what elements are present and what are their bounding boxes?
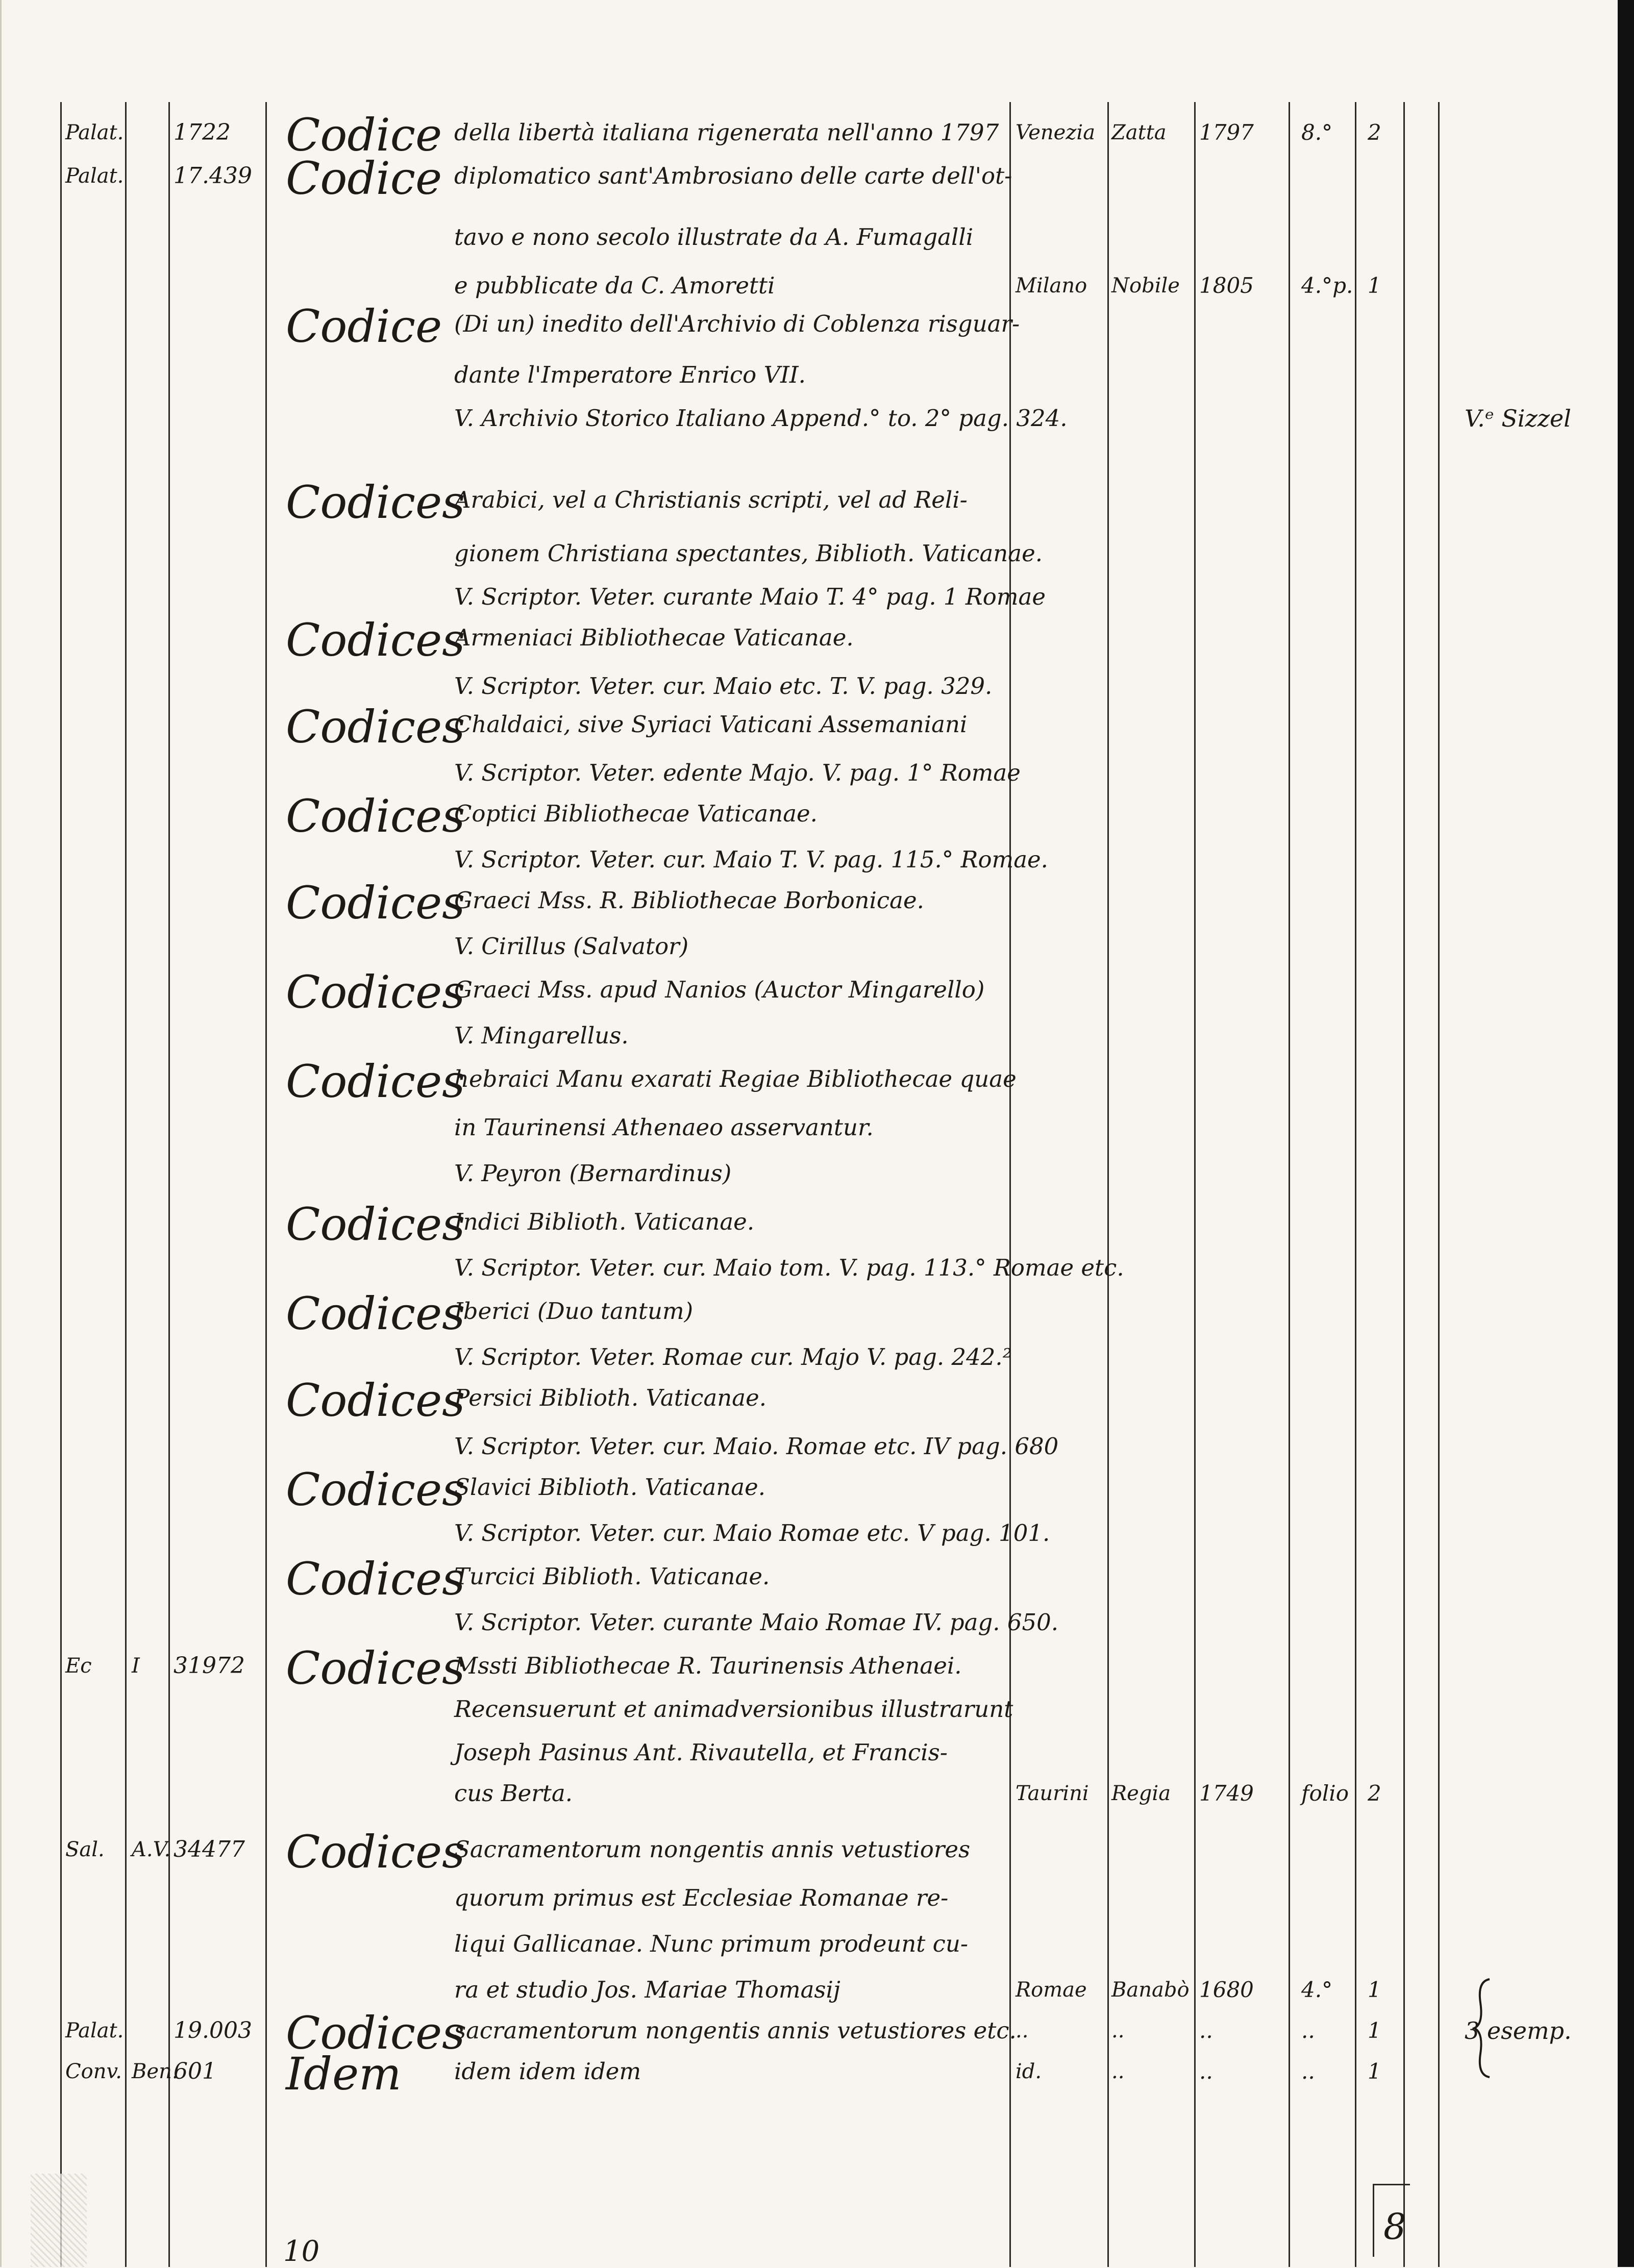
row-title: V. Scriptor. Veter. cur. Maio Romae etc. V pag. 101. [454, 1519, 1050, 1547]
row-title: della libertà italiana rigenerata nell'anno 1797 [454, 119, 999, 146]
row-title: V. Archivio Storico Italiano Append.° to. 2° pag. 324. [454, 405, 1068, 432]
table-row [0, 2049, 1634, 2100]
row-publisher: Banabò [1111, 1978, 1190, 2002]
row-publisher: Zatta [1111, 121, 1167, 144]
row-shelf: I [132, 1654, 140, 1678]
table-row [0, 702, 1634, 753]
row-shelf: A.V. [132, 1838, 171, 1861]
row-title: V. Scriptor. Veter. cur. Maio tom. V. pag. 113.° Romae etc. [454, 1254, 1124, 1281]
row-format: .. [1301, 2018, 1315, 2043]
table-row [0, 791, 1634, 842]
table-row [0, 1375, 1634, 1426]
row-publisher: .. [1111, 2060, 1125, 2083]
row-title: ra et studio Jos. Mariae Thomasij [454, 1976, 840, 2003]
row-abbreviation: Palat. [65, 2019, 124, 2042]
row-format: .. [1301, 2059, 1315, 2084]
row-title: V. Scriptor. Veter. cur. Maio etc. T. V. pag. 329. [454, 672, 993, 700]
row-title: Indici Biblioth. Vaticanae. [454, 1208, 755, 1235]
row-title: Coptici Bibliothecae Vaticanae. [454, 800, 818, 827]
row-place: Taurini [1016, 1782, 1089, 1805]
row-format: folio [1301, 1781, 1349, 1806]
table-row [0, 1199, 1634, 1250]
table-row [0, 878, 1634, 929]
row-title: Arabici, vel a Christianis scripti, vel ad Reli- [454, 486, 968, 513]
row-abbreviation: Conv. [65, 2060, 122, 2083]
row-heading: Codice [286, 109, 442, 161]
row-title: Slavici Biblioth. Vaticanae. [454, 1474, 766, 1501]
row-heading: Codices [286, 476, 465, 529]
row-title: sacramentorum nongentis annis vetustiores etc. [454, 2017, 1017, 2044]
table-row [0, 301, 1634, 352]
row-heading: Codices [286, 1287, 465, 1340]
table-row [0, 214, 1634, 265]
row-title: quorum primus est Ecclesiae Romanae re- [454, 1884, 949, 1911]
table-row [0, 1921, 1634, 1972]
row-title: (Di un) inedito dell'Archivio di Coblenza risguar- [454, 310, 1020, 337]
row-place: Venezia [1016, 121, 1096, 144]
row-number: 31972 [174, 1653, 245, 1679]
table-row [0, 1827, 1634, 1878]
row-publisher: Regia [1111, 1782, 1171, 1805]
row-title: cus Berta. [454, 1780, 573, 1807]
row-title: Sacramentorum nongentis annis vetustiores [454, 1836, 971, 1863]
row-heading: Codices [286, 1463, 465, 1516]
row-title: idem idem idem [454, 2058, 641, 2085]
row-format: 4.°p. [1301, 273, 1353, 298]
row-title: Mssti Bibliothecae R. Taurinensis Athenaei. [454, 1652, 962, 1679]
row-place: Milano [1016, 274, 1087, 297]
row-title: Turcici Biblioth. Vaticanae. [454, 1563, 770, 1590]
row-place: .. [1016, 2019, 1029, 2042]
row-title: hebraici Manu exarati Regiae Bibliothecae quae [454, 1065, 1017, 1092]
table-row [0, 1151, 1634, 1202]
row-volumes: 1 [1368, 1977, 1381, 2002]
row-heading: Codices [286, 2007, 465, 2059]
row-title: V. Scriptor. Veter. curante Maio Romae IV. pag. 650. [454, 1609, 1059, 1636]
row-volumes: 1 [1368, 273, 1381, 298]
row-heading: Codices [286, 1374, 465, 1427]
row-format: 4.° [1301, 1977, 1333, 2002]
row-title: V. Scriptor. Veter. Romae cur. Majo V. pag. 242.² [454, 1343, 1012, 1370]
row-note: 3 esemp. [1465, 2017, 1572, 2045]
row-number: 17.439 [174, 163, 252, 189]
row-title: Chaldaici, sive Syriaci Vaticani Assemaniani [454, 711, 968, 738]
table-row [0, 153, 1634, 204]
row-heading: Codices [286, 1553, 465, 1605]
table-row [0, 1554, 1634, 1605]
row-year: .. [1199, 2018, 1213, 2043]
table-row [0, 967, 1634, 1018]
row-abbreviation: Ec [65, 1654, 92, 1678]
table-row [0, 1288, 1634, 1339]
row-title: e pubblicate da C. Amoretti [454, 272, 775, 299]
row-volumes: 2 [1368, 1781, 1381, 1806]
row-format: 8.° [1301, 120, 1333, 145]
table-row [0, 1105, 1634, 1156]
row-title: liqui Gallicanae. Nunc primum prodeunt cu- [454, 1930, 969, 1957]
row-heading: Codices [286, 614, 465, 666]
row-title: Iberici (Duo tantum) [454, 1298, 694, 1325]
sheet-number: 10 [283, 2235, 320, 2268]
row-title: V. Mingarellus. [454, 1022, 629, 1049]
row-title: V. Peyron (Bernardinus) [454, 1160, 732, 1187]
row-title: in Taurinensi Athenaeo asservantur. [454, 1114, 874, 1141]
page-total-box [1373, 2184, 1410, 2257]
row-heading: Idem [286, 2048, 402, 2100]
row-shelf: Ben. [132, 2060, 179, 2083]
row-title: diplomatico sant'Ambrosiano delle carte dell'ot- [454, 162, 1012, 189]
row-note: V.ᵉ Sizzel [1465, 405, 1571, 432]
row-heading: Codices [286, 701, 465, 753]
row-heading: Codice [286, 300, 442, 353]
row-title: gionem Christiana spectantes, Biblioth. Vaticanae. [454, 540, 1043, 567]
table-row [0, 395, 1634, 446]
row-title: Persici Biblioth. Vaticanae. [454, 1384, 767, 1411]
row-year: 1749 [1199, 1781, 1254, 1806]
row-title: V. Scriptor. Veter. curante Maio T. 4° pag. 1 Romae [454, 583, 1046, 610]
row-title: Joseph Pasinus Ant. Rivautella, et Francis- [454, 1739, 948, 1766]
row-heading: Codices [286, 1198, 465, 1251]
row-title: Recensuerunt et animadversionibus illustrarunt [454, 1696, 1013, 1723]
page-total: 8 [1383, 2206, 1406, 2248]
row-title: Armeniaci Bibliothecae Vaticanae. [454, 624, 854, 651]
row-publisher: .. [1111, 2019, 1125, 2042]
row-place: id. [1016, 2060, 1042, 2083]
row-title: Graeci Mss. apud Nanios (Auctor Mingarello) [454, 976, 985, 1003]
row-heading: Codices [286, 1642, 465, 1694]
table-row [0, 1464, 1634, 1515]
row-year: .. [1199, 2059, 1213, 2084]
row-abbreviation: Sal. [65, 1838, 105, 1861]
row-place: Romae [1016, 1978, 1087, 2002]
row-abbreviation: Palat. [65, 164, 124, 188]
row-publisher: Nobile [1111, 274, 1180, 297]
row-title: V. Scriptor. Veter. cur. Maio. Romae etc. IV pag. 680 [454, 1433, 1059, 1460]
table-row [0, 615, 1634, 666]
table-row [0, 1771, 1634, 1822]
row-year: 1805 [1199, 273, 1254, 298]
row-heading: Codices [286, 966, 465, 1018]
row-volumes: 1 [1368, 2018, 1381, 2043]
row-title: dante l'Imperatore Enrico VII. [454, 361, 806, 388]
row-number: 1722 [174, 119, 231, 145]
row-year: 1797 [1199, 120, 1254, 145]
row-title: tavo e nono secolo illustrate da A. Fumagalli [454, 223, 974, 251]
table-row [0, 1056, 1634, 1107]
row-title: V. Scriptor. Veter. edente Majo. V. pag. 1° Romae [454, 759, 1021, 786]
row-volumes: 1 [1368, 2059, 1381, 2084]
row-heading: Codice [286, 152, 442, 205]
row-year: 1680 [1199, 1977, 1254, 2002]
row-heading: Codices [286, 1055, 465, 1108]
row-title: V. Scriptor. Veter. cur. Maio T. V. pag. 115.° Romae. [454, 846, 1048, 873]
brace-icon [1472, 1977, 1493, 2079]
row-heading: Codices [286, 877, 465, 929]
row-volumes: 2 [1368, 120, 1381, 145]
library-stamp [31, 2174, 87, 2267]
row-title: V. Cirillus (Salvator) [454, 933, 689, 960]
table-row [0, 1875, 1634, 1926]
row-abbreviation: Palat. [65, 121, 124, 144]
row-number: 34477 [174, 1836, 245, 1862]
row-number: 19.003 [174, 2017, 252, 2043]
row-title: Graeci Mss. R. Bibliothecae Borbonicae. [454, 887, 924, 914]
row-number: 601 [174, 2058, 216, 2084]
table-row [0, 477, 1634, 528]
row-heading: Codices [286, 1826, 465, 1878]
row-heading: Codices [286, 790, 465, 842]
